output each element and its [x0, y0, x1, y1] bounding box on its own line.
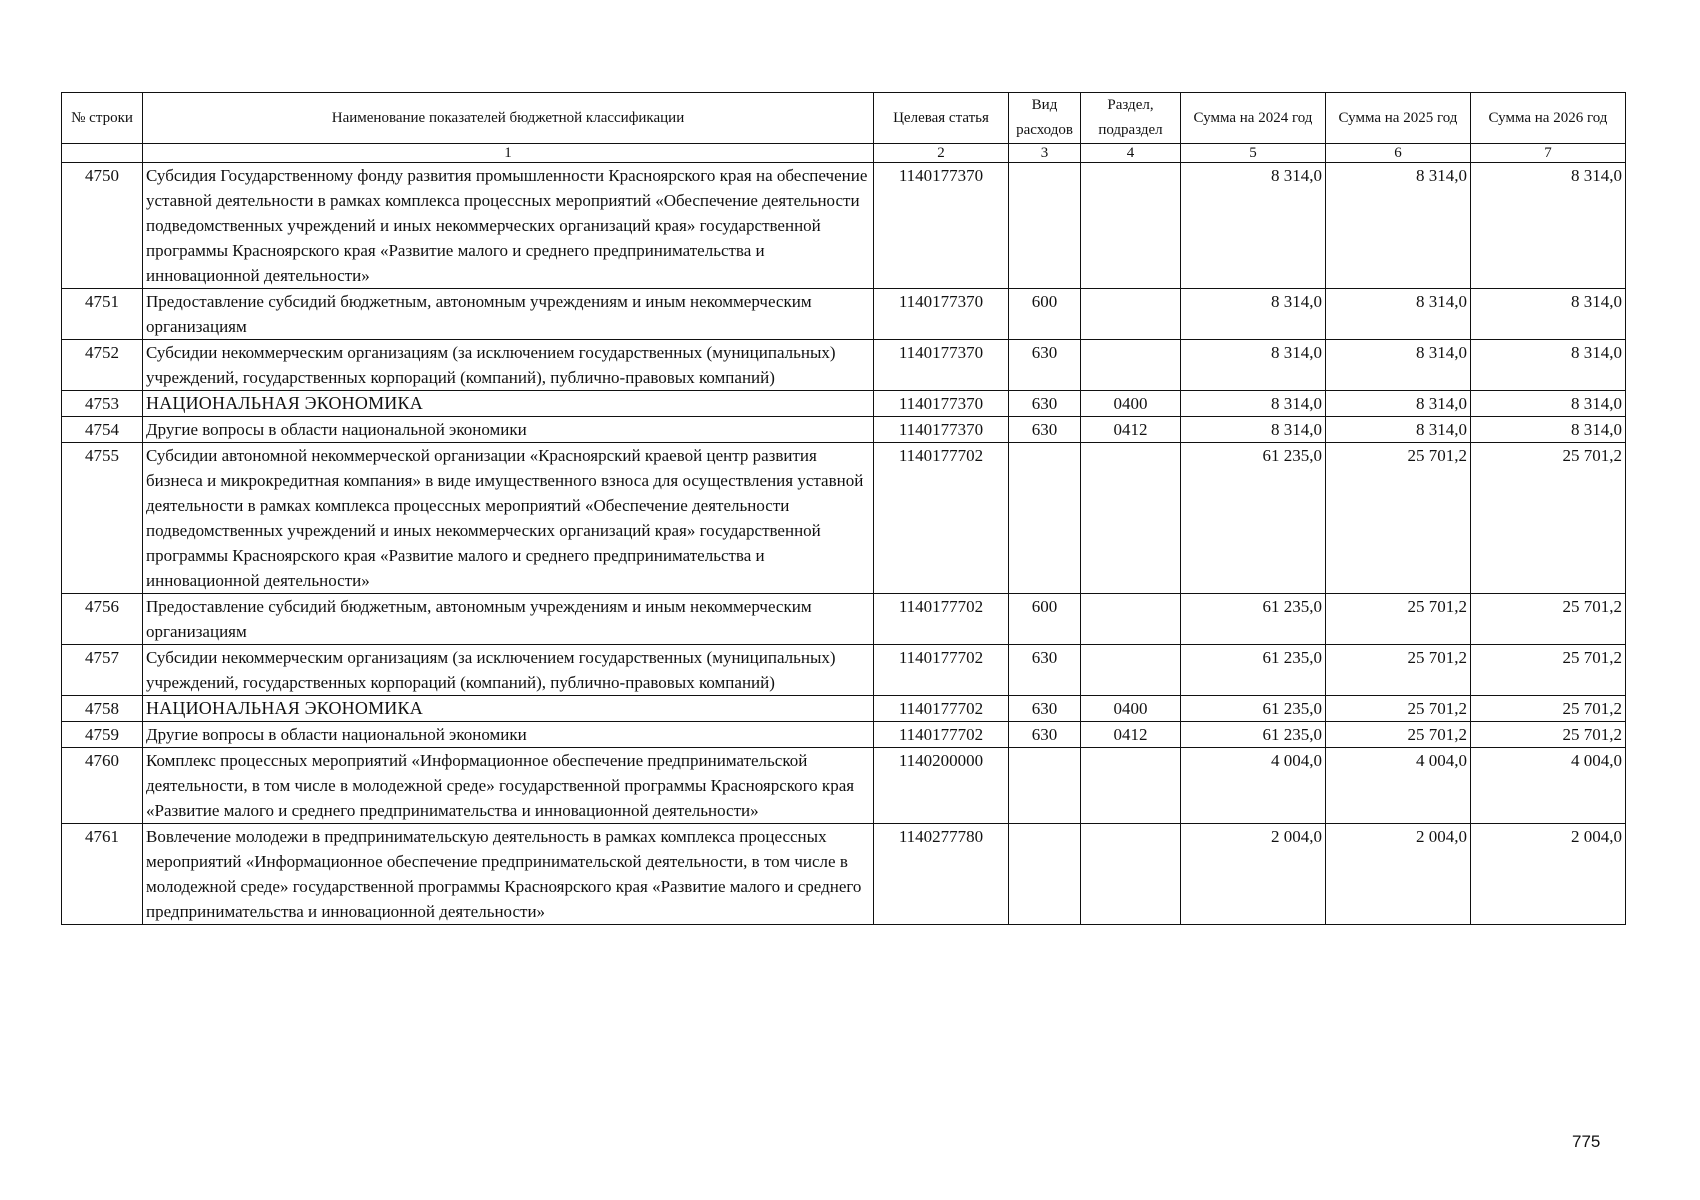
row-sum-2024: 4 004,0 — [1181, 748, 1326, 824]
page-number: 775 — [1572, 1132, 1601, 1151]
row-expense-type: 600 — [1009, 289, 1081, 340]
row-sum-2025: 8 314,0 — [1326, 289, 1471, 340]
row-sum-2025: 8 314,0 — [1326, 163, 1471, 289]
row-sum-2024: 61 235,0 — [1181, 696, 1326, 722]
row-section: 0400 — [1081, 696, 1181, 722]
row-target-article: 1140177702 — [874, 645, 1009, 696]
row-target-article: 1140177370 — [874, 163, 1009, 289]
row-name: Предоставление субсидий бюджетным, автономным учреждениям и иным некоммерческим организациям — [143, 289, 874, 340]
row-name: Комплекс процессных мероприятий «Информационное обеспечение предпринимательской деятельности, в том числе в молодежной среде» государственной программы Красноярского края «Развитие малого и среднего предпринимательства и инновационной деятельности» — [143, 748, 874, 824]
row-expense-type — [1009, 443, 1081, 594]
row-name: НАЦИОНАЛЬНАЯ ЭКОНОМИКА — [143, 696, 874, 722]
row-expense-type: 630 — [1009, 696, 1081, 722]
table-row — [62, 824, 1626, 925]
table-row — [62, 340, 1626, 391]
row-target-article: 1140177370 — [874, 340, 1009, 391]
row-section — [1081, 748, 1181, 824]
row-sum-2024: 8 314,0 — [1181, 163, 1326, 289]
row-section — [1081, 163, 1181, 289]
row-sum-2024: 61 235,0 — [1181, 722, 1326, 748]
header-section: Раздел, подраздел — [1081, 93, 1181, 144]
header-row — [62, 93, 1626, 144]
row-expense-type — [1009, 824, 1081, 925]
row-number: 4755 — [62, 443, 143, 594]
row-sum-2025: 25 701,2 — [1326, 594, 1471, 645]
row-number: 4751 — [62, 289, 143, 340]
table-row — [62, 722, 1626, 748]
row-expense-type: 600 — [1009, 594, 1081, 645]
row-target-article: 1140277780 — [874, 824, 1009, 925]
row-expense-type: 630 — [1009, 417, 1081, 443]
column-number: 6 — [1326, 144, 1471, 163]
row-sum-2025: 25 701,2 — [1326, 443, 1471, 594]
row-name: Другие вопросы в области национальной экономики — [143, 417, 874, 443]
row-name: Субсидии некоммерческим организациям (за исключением государственных (муниципальных) учреждений, государственных корпораций (компаний), публично-правовых компаний) — [143, 645, 874, 696]
row-number: 4754 — [62, 417, 143, 443]
row-sum-2024: 61 235,0 — [1181, 594, 1326, 645]
column-number: 1 — [143, 144, 874, 163]
row-sum-2026: 8 314,0 — [1471, 417, 1626, 443]
row-expense-type — [1009, 748, 1081, 824]
column-number: 7 — [1471, 144, 1626, 163]
row-section — [1081, 824, 1181, 925]
row-sum-2024: 8 314,0 — [1181, 340, 1326, 391]
row-section: 0412 — [1081, 722, 1181, 748]
row-sum-2025: 25 701,2 — [1326, 645, 1471, 696]
row-name: Субсидии автономной некоммерческой организации «Красноярский краевой центр развития бизнеса и микрокредитная компания» в виде имущественного взноса для осуществления уставной деятельности в рамках комплекса процессных мероприятий «Обеспечение деятельности подведомственных учреждений и иных некоммерческих организаций края» государственной программы Красноярского края «Развитие малого и среднего предпринимательства и инновационной деятельности» — [143, 443, 874, 594]
row-name: Другие вопросы в области национальной экономики — [143, 722, 874, 748]
row-name: НАЦИОНАЛЬНАЯ ЭКОНОМИКА — [143, 391, 874, 417]
row-number: 4761 — [62, 824, 143, 925]
header-name: Наименование показателей бюджетной классификации — [143, 93, 874, 144]
row-target-article: 1140177702 — [874, 594, 1009, 645]
column-number: 3 — [1009, 144, 1081, 163]
row-section — [1081, 594, 1181, 645]
row-sum-2024: 8 314,0 — [1181, 417, 1326, 443]
row-sum-2025: 25 701,2 — [1326, 696, 1471, 722]
budget-table-frame — [61, 92, 1625, 925]
header-target-article: Целевая статья — [874, 93, 1009, 144]
row-expense-type — [1009, 163, 1081, 289]
header-sum-2026: Сумма на 2026 год — [1471, 93, 1626, 144]
row-number: 4752 — [62, 340, 143, 391]
row-number: 4753 — [62, 391, 143, 417]
row-number: 4757 — [62, 645, 143, 696]
column-number-empty — [62, 144, 143, 163]
row-target-article: 1140177370 — [874, 289, 1009, 340]
row-target-article: 1140177370 — [874, 417, 1009, 443]
row-target-article: 1140177702 — [874, 722, 1009, 748]
row-number: 4756 — [62, 594, 143, 645]
row-name: Субсидия Государственному фонду развития промышленности Красноярского края на обеспечение уставной деятельности в рамках комплекса процессных мероприятий «Обеспечение деятельности подведомственных учреждений и иных некоммерческих организаций края» государственной программы Красноярского края «Развитие малого и среднего предпринимательства и инновационной деятельности» — [143, 163, 874, 289]
row-section — [1081, 443, 1181, 594]
table-row — [62, 163, 1626, 289]
row-sum-2025: 8 314,0 — [1326, 417, 1471, 443]
row-sum-2026: 25 701,2 — [1471, 696, 1626, 722]
header-sum-2024: Сумма на 2024 год — [1181, 93, 1326, 144]
table-row — [62, 748, 1626, 824]
table-row — [62, 696, 1626, 722]
column-number-row — [62, 144, 1626, 163]
column-number: 4 — [1081, 144, 1181, 163]
row-sum-2025: 2 004,0 — [1326, 824, 1471, 925]
header-sum-2025: Сумма на 2025 год — [1326, 93, 1471, 144]
row-sum-2025: 8 314,0 — [1326, 340, 1471, 391]
budget-table — [61, 92, 1626, 925]
table-row — [62, 289, 1626, 340]
row-expense-type: 630 — [1009, 722, 1081, 748]
row-sum-2026: 4 004,0 — [1471, 748, 1626, 824]
row-number: 4750 — [62, 163, 143, 289]
row-sum-2026: 8 314,0 — [1471, 391, 1626, 417]
row-expense-type: 630 — [1009, 645, 1081, 696]
row-sum-2026: 25 701,2 — [1471, 722, 1626, 748]
column-number: 5 — [1181, 144, 1326, 163]
table-row — [62, 645, 1626, 696]
row-sum-2025: 25 701,2 — [1326, 722, 1471, 748]
row-sum-2024: 2 004,0 — [1181, 824, 1326, 925]
row-target-article: 1140177702 — [874, 696, 1009, 722]
column-number: 2 — [874, 144, 1009, 163]
row-expense-type: 630 — [1009, 391, 1081, 417]
row-sum-2026: 2 004,0 — [1471, 824, 1626, 925]
table-row — [62, 391, 1626, 417]
row-section: 0412 — [1081, 417, 1181, 443]
row-expense-type: 630 — [1009, 340, 1081, 391]
row-sum-2026: 25 701,2 — [1471, 443, 1626, 594]
row-number: 4760 — [62, 748, 143, 824]
row-sum-2026: 8 314,0 — [1471, 340, 1626, 391]
row-number: 4758 — [62, 696, 143, 722]
row-sum-2026: 8 314,0 — [1471, 289, 1626, 340]
row-section — [1081, 289, 1181, 340]
row-sum-2026: 8 314,0 — [1471, 163, 1626, 289]
row-sum-2026: 25 701,2 — [1471, 594, 1626, 645]
row-name: Предоставление субсидий бюджетным, автономным учреждениям и иным некоммерческим организациям — [143, 594, 874, 645]
row-target-article: 1140177370 — [874, 391, 1009, 417]
row-section: 0400 — [1081, 391, 1181, 417]
row-sum-2026: 25 701,2 — [1471, 645, 1626, 696]
row-target-article: 1140200000 — [874, 748, 1009, 824]
row-sum-2025: 4 004,0 — [1326, 748, 1471, 824]
row-name: Субсидии некоммерческим организациям (за исключением государственных (муниципальных) учреждений, государственных корпораций (компаний), публично-правовых компаний) — [143, 340, 874, 391]
table-row — [62, 417, 1626, 443]
row-target-article: 1140177702 — [874, 443, 1009, 594]
row-sum-2024: 8 314,0 — [1181, 391, 1326, 417]
row-sum-2025: 8 314,0 — [1326, 391, 1471, 417]
table-row — [62, 594, 1626, 645]
row-sum-2024: 61 235,0 — [1181, 645, 1326, 696]
row-number: 4759 — [62, 722, 143, 748]
row-section — [1081, 645, 1181, 696]
row-name: Вовлечение молодежи в предпринимательскую деятельность в рамках комплекса процессных мероприятий «Информационное обеспечение предпринимательской деятельности, в том числе в молодежной среде» государственной программы Красноярского края «Развитие малого и среднего предпринимательства и инновационной деятельности» — [143, 824, 874, 925]
header-expense-type: Вид расходов — [1009, 93, 1081, 144]
row-sum-2024: 61 235,0 — [1181, 443, 1326, 594]
row-sum-2024: 8 314,0 — [1181, 289, 1326, 340]
header-row-number: № строки — [62, 93, 143, 144]
table-row — [62, 443, 1626, 594]
row-section — [1081, 340, 1181, 391]
